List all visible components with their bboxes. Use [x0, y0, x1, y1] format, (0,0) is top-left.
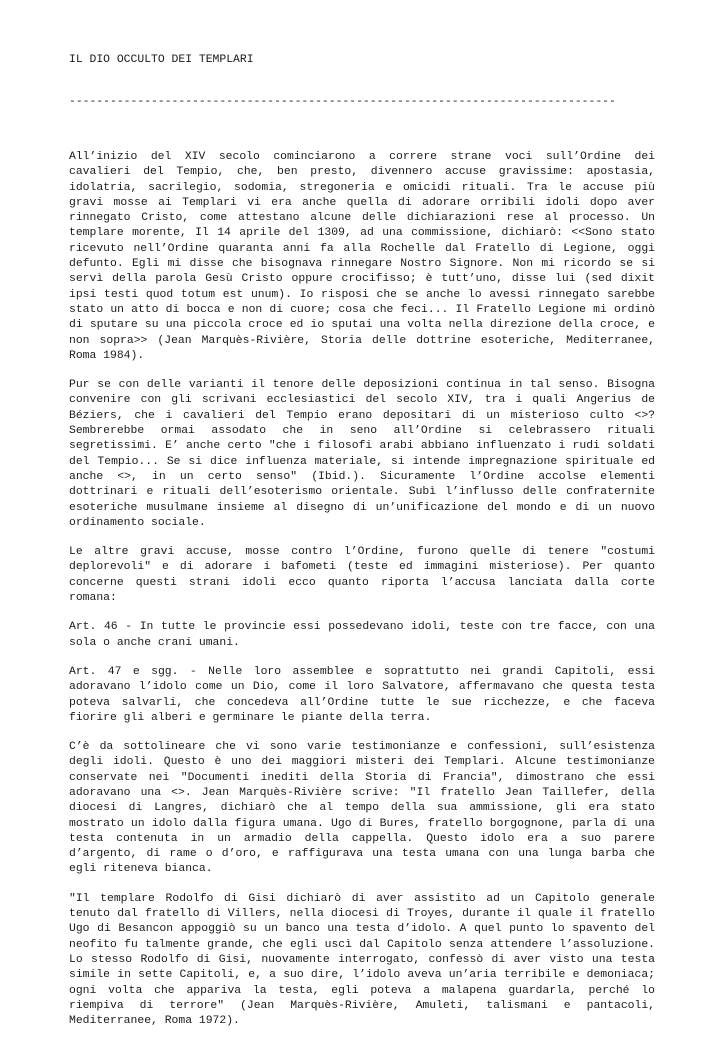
separator-line: -------------------------------------------------------------------------------- — [69, 96, 616, 108]
document-title: IL DIO OCCULTO DEI TEMPLARI — [69, 54, 254, 66]
paragraph: Pur se con delle varianti il tenore delle deposizioni continua in tal senso. Bisogna convenire con gli scrivani ecclesiastici del secolo XIV, tra i quali Angerius de Béziers, che i cavalieri del Tempio erano depositari di un misterioso culto <>? Sembrerebbe ormai assodato che in seno all’Ordine si celebrassero rituali segretissimi. E’ anche certo "che i filosofi arabi abbiano influenzato i rudi soldati del Tempio... Se si dice influenza materiale, si intende impregnazione spirituale ed anche <>, in un certo senso" (Ibid.). Sicuramente l’Ordine accolse elementi dottrinari e rituali dell’esoterismo orientale. Subì l’influsso delle confraternite esoteriche musulmane insieme al disegno di un’unificazione del mondo e di un nuovo ordinamento sociale. — [69, 379, 655, 529]
paragraph: Art. 47 e sgg. - Nelle loro assemblee e soprattutto nei grandi Capitoli, essi adoravano l’idolo come un Dio, come il loro Salvatore, affermavano che questa testa poteva salvarli, che concedeva all’Ordine tutte le sue ricchezze, e che faceva fiorire gli alberi e germinare le piante della terra. — [69, 665, 655, 724]
paragraph: C’è da sottolineare che vi sono varie testimonianze e confessioni, sull’esistenza degli idoli. Questo è uno dei maggiori misteri dei Templari. Alcune testimonianze conservate nei "Documenti inediti della Storia di Francia", dimostrano che essi adoravano una <>. Jean Marquès-Rivière scrive: "Il fratello Jean Taillefer, della diocesi di Langres, dichiarò che al tempo della sua ammissione, gli era stato mostrato un idolo dalla figura umana. Ugo di Bures, fratello borgognone, parla di una testa contenuta in un armadio della cappella. Questo idolo era a suo parere d’argento, di rame o d’oro, e raffigurava una testa umana con una lunga barba che egli riteneva bianca. — [69, 741, 655, 876]
paragraph: Le altre gravi accuse, mosse contro l’Ordine, furono quelle di tenere "costumi deplorevoli" e di adorare i bafometi (teste ed immagini misteriose). Per quanto concerne questi strani idoli ecco quanto riporta l’accusa lanciata dalla corte romana: — [69, 546, 655, 605]
document-body — [69, 150, 655, 1043]
paragraph: All’inizio del XIV secolo cominciarono a correre strane voci sull’Ordine dei cavalieri del Tempio, che, ben presto, divennero accuse gravissime: apostasia, idolatria, sacrilegio, sodomia, stregoneria e omicidi rituali. Tra le accuse più gravi mosse ai Templari vi era anche quella di adorare orribili idoli dopo aver rinnegato Cristo, come attestano alcune delle dichiarazioni rese al processo. Un templare morente, Il 14 aprile del 1309, ad una commissione, dichiarò: <<Sono stato ricevuto nell’Ordine quaranta anni fa alla Rochelle dal Fratello di Legione, oggi defunto. Egli mi disse che bisognava rinnegare Nostro Signore. Non mi ricordo se si servì della parola Gesù Cristo oppure crocifisso; è tutt’uno, disse lui (sed dixit ipsi testi quod totum est unum). Io risposi che se anche lo avessi rinnegato sarebbe stato un atto di bocca e non di cuore; cosa che feci... Il Fratello Legione mi ordinò di sputare su una piccola croce ed io sputai una volta nella direzione della croce, e non sopra>> (Jean Marquès-Rivière, Storia delle dottrine esoteriche, Mediterranee, Roma 1984). — [69, 151, 655, 362]
paragraph: "Il templare Rodolfo di Gisi dichiarò di aver assistito ad un Capitolo generale tenuto dal fratello di Villers, nella diocesi di Troyes, durante il quale il fratello Ugo di Besancon appoggiò su un banco una testa d’idolo. A quel punto lo spavento del neofito fu talmente grande, che egli uscì dal Capitolo senza attendere l’assoluzione. Lo stesso Rodolfo di Gisi, nuovamente interrogato, confessò di aver visto una testa simile in sette Capitoli, e, a suo dire, l’idolo aveva un’aria terribile e demoniaca; ogni volta che appariva la testa, egli poteva a malapena guardarla, perché lo riempiva di terrore" (Jean Marquès-Rivière, Amuleti, talismani e pantacoli, Mediterranee, Roma 1972). — [69, 892, 655, 1028]
paragraph: Art. 46 - In tutte le provincie essi possedevano idoli, teste con tre facce, con una sola o anche crani umani. — [69, 621, 655, 649]
